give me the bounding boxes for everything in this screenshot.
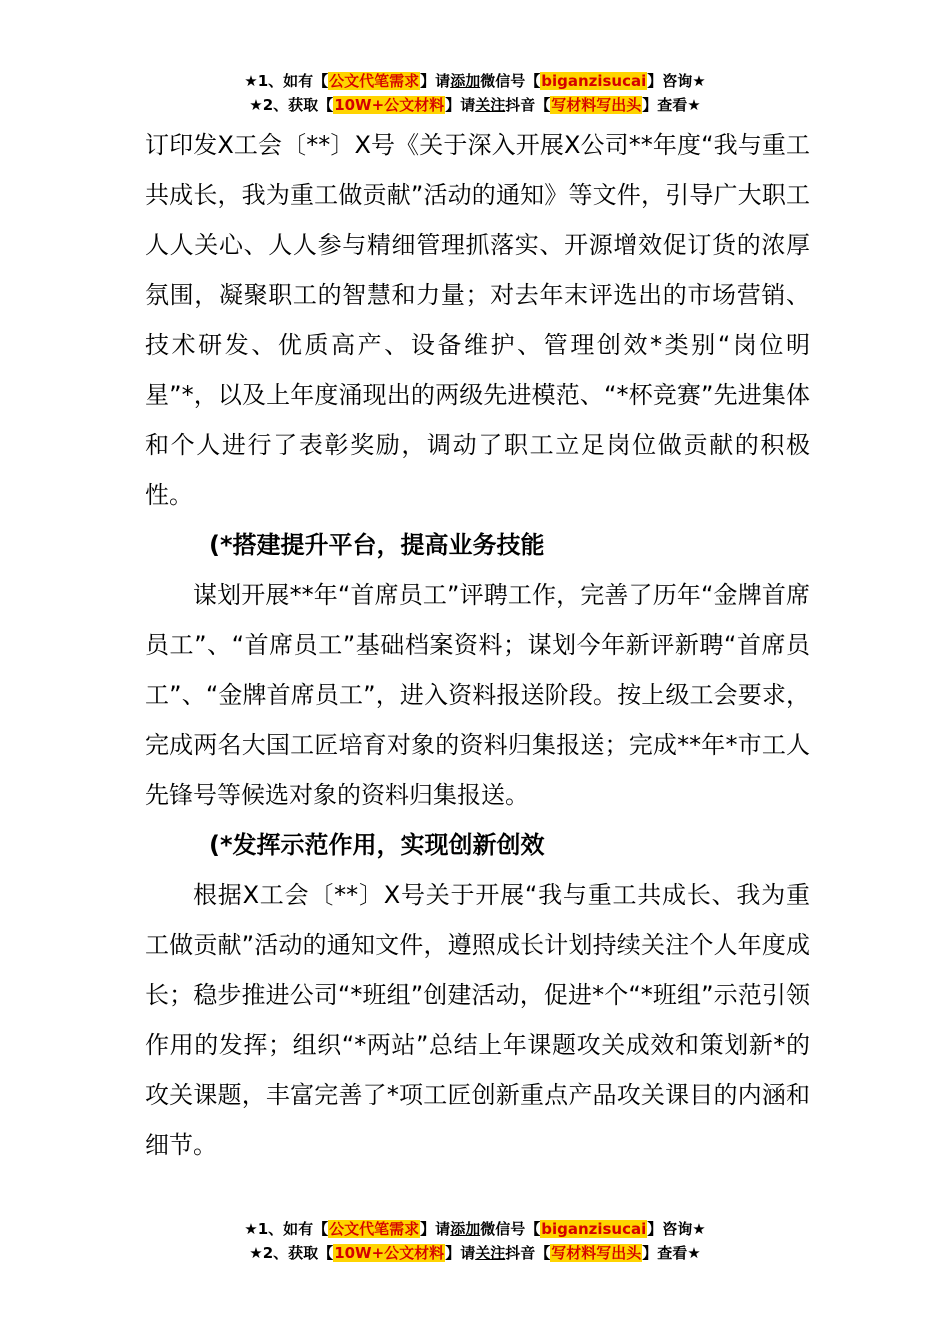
promo-banner-bottom bbox=[0, 1218, 950, 1266]
promo-emphasis: 关注 bbox=[475, 1244, 506, 1262]
promo-highlight: 公文代笔需求 bbox=[329, 1220, 420, 1238]
promo-highlight: 写材料写出头 bbox=[551, 1244, 642, 1262]
promo-line-1 bbox=[0, 70, 950, 94]
promo-text: 】查看★ bbox=[642, 1244, 701, 1262]
promo-text: 抖音【 bbox=[505, 1244, 551, 1262]
promo-emphasis: 关注 bbox=[475, 96, 506, 114]
promo-text: 】请 bbox=[420, 1220, 451, 1238]
promo-text: 微信号【 bbox=[480, 72, 541, 90]
promo-text: ★1、如有【 bbox=[244, 72, 329, 90]
promo-highlight: 写材料写出头 bbox=[551, 96, 642, 114]
promo-highlight: 10W+公文材料 bbox=[334, 1244, 445, 1262]
promo-highlight: 10W+公文材料 bbox=[334, 96, 445, 114]
document-body bbox=[145, 120, 810, 1170]
body-paragraph: 订印发X工会〔**〕X号《关于深入开展X公司**年度“我与重工共成长，我为重工做贡献”活动的通知》等文件，引导广大职工人人关心、人人参与精细管理抓落实、开源增效促订货的浓厚氛围，凝聚职工的智慧和力量；对去年末评选出的市场营销、技术研发、优质高产、设备维护、管理创效*类别“岗位明星”*，以及上年度涌现出的两级先进模范、“*杯竞赛”先进集体和个人进行了表彰奖励，调动了职工立足岗位做贡献的积极性。 bbox=[145, 131, 810, 509]
body-paragraph: 根据X工会〔**〕X号关于开展“我与重工共成长、我为重工做贡献”活动的通知文件，遵照成长计划持续关注个人年度成长；稳步推进公司“*班组”创建活动，促进*个“*班组”示范引领作用的发挥；组织“*两站”总结上年课题攻关成效和策划新*的攻关课题，丰富完善了*项工匠创新重点产品攻关课目的内涵和细节。 bbox=[145, 881, 810, 1159]
promo-text: 】请 bbox=[445, 96, 476, 114]
promo-highlight: biganzisucai bbox=[541, 72, 647, 90]
section-heading: (*搭建提升平台，提高业务技能 bbox=[209, 531, 545, 559]
promo-text: 】咨询★ bbox=[647, 1220, 706, 1238]
promo-text: ★2、获取【 bbox=[249, 96, 334, 114]
promo-line-2 bbox=[0, 94, 950, 118]
promo-emphasis: 添加 bbox=[450, 72, 481, 90]
promo-text: 】咨询★ bbox=[647, 72, 706, 90]
promo-text: 】请 bbox=[445, 1244, 476, 1262]
promo-text: 】查看★ bbox=[642, 96, 701, 114]
promo-line-1 bbox=[0, 1218, 950, 1242]
body-paragraph: 谋划开展**年“首席员工”评聘工作，完善了历年“金牌首席员工”、“首席员工”基础档案资料；谋划今年新评新聘“首席员工”、“金牌首席员工”，进入资料报送阶段。按上级工会要求，完成两名大国工匠培育对象的资料归集报送；完成**年*市工人先锋号等候选对象的资料归集报送。 bbox=[145, 581, 810, 809]
promo-banner-top bbox=[0, 70, 950, 118]
promo-highlight: 公文代笔需求 bbox=[329, 72, 420, 90]
promo-emphasis: 添加 bbox=[450, 1220, 481, 1238]
promo-highlight: biganzisucai bbox=[541, 1220, 647, 1238]
promo-text: ★1、如有【 bbox=[244, 1220, 329, 1238]
promo-text: 】请 bbox=[420, 72, 451, 90]
promo-text: ★2、获取【 bbox=[249, 1244, 334, 1262]
promo-text: 抖音【 bbox=[505, 96, 551, 114]
promo-text: 微信号【 bbox=[480, 1220, 541, 1238]
section-heading: (*发挥示范作用，实现创新创效 bbox=[209, 831, 545, 859]
promo-line-2 bbox=[0, 1242, 950, 1266]
